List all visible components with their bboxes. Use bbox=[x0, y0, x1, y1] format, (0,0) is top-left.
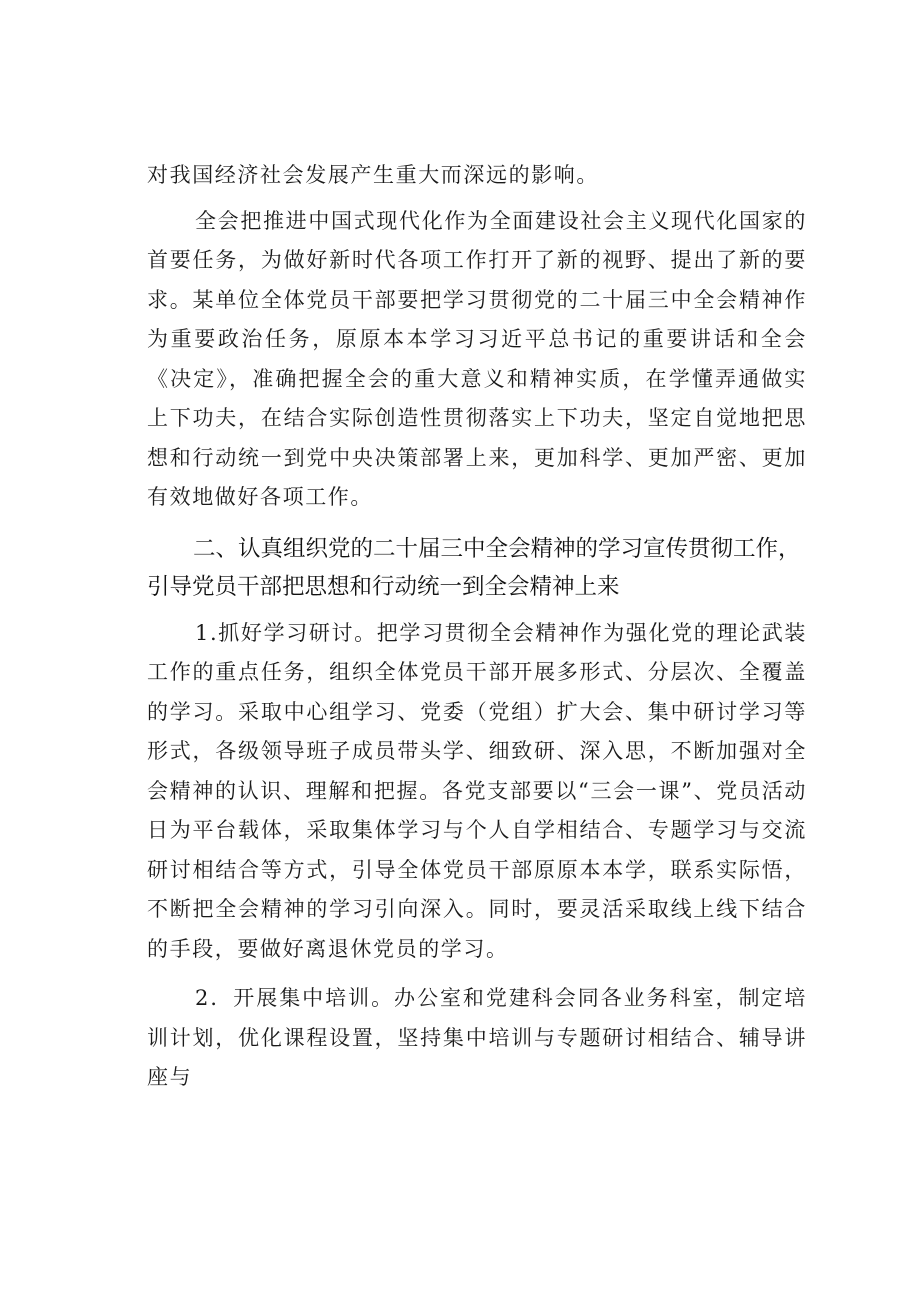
section-heading-line-1: 二、认真组织党的二十届三中全会精神的学习宣传贯彻工作， bbox=[193, 535, 801, 562]
paragraph-continuation: 对我国经济社会发展产生重大而深远的影响。 bbox=[147, 163, 599, 187]
document-body bbox=[0, 156, 920, 1098]
section-heading bbox=[0, 530, 827, 606]
section-heading-line-2: 引导党员干部把思想和行动统一到全会精神上来 bbox=[147, 573, 620, 600]
paragraph-plenary-session: 全会把推进中国式现代化作为全面建设社会主义现代化国家的首要任务，为做好新时代各项工作打开了新的视野、提出了新的要求。某单位全体党员干部要把学习贯彻党的二十届三中全会精神作为重要政治任务，原原本本学习习近平总书记的重要讲话和全会《决定》，准确把握全会的重大意义和精神实质，在学懂弄通做实上下功夫，在结合实际创造性贯彻落实上下功夫，坚定自觉地把思想和行动统一到党中央决策部署上来，更加科学、更加严密、更加有效地做好各项工作。 bbox=[147, 208, 807, 509]
list-item-centralized-training: 2．开展集中培训。办公室和党建科会同各业务科室，制定培训计划，优化课程设置，坚持集中培训与专题研讨相结合、辅导讲座与 bbox=[147, 986, 807, 1089]
list-item-study-discussion: 1.抓好学习研讨。把学习贯彻全会精神作为强化党的理论武装工作的重点任务，组织全体党员干部开展多形式、分层次、全覆盖的学习。采取中心组学习、党委（党组）扩大会、集中研讨学习等形式，各级领导班子成员带头学、细致研、深入思，不断加强对全会精神的认识、理解和把握。各党支部要以“三会一课”、党员活动日为平台载体，采取集体学习与个人自学相结合、专题学习与交流研讨相结合等方式，引导全体党员干部原原本本学，联系实际悟，不断把全会精神的学习引向深入。同时，要灵活采取线上线下结合的手段，要做好离退休党员的学习。 bbox=[147, 620, 807, 961]
